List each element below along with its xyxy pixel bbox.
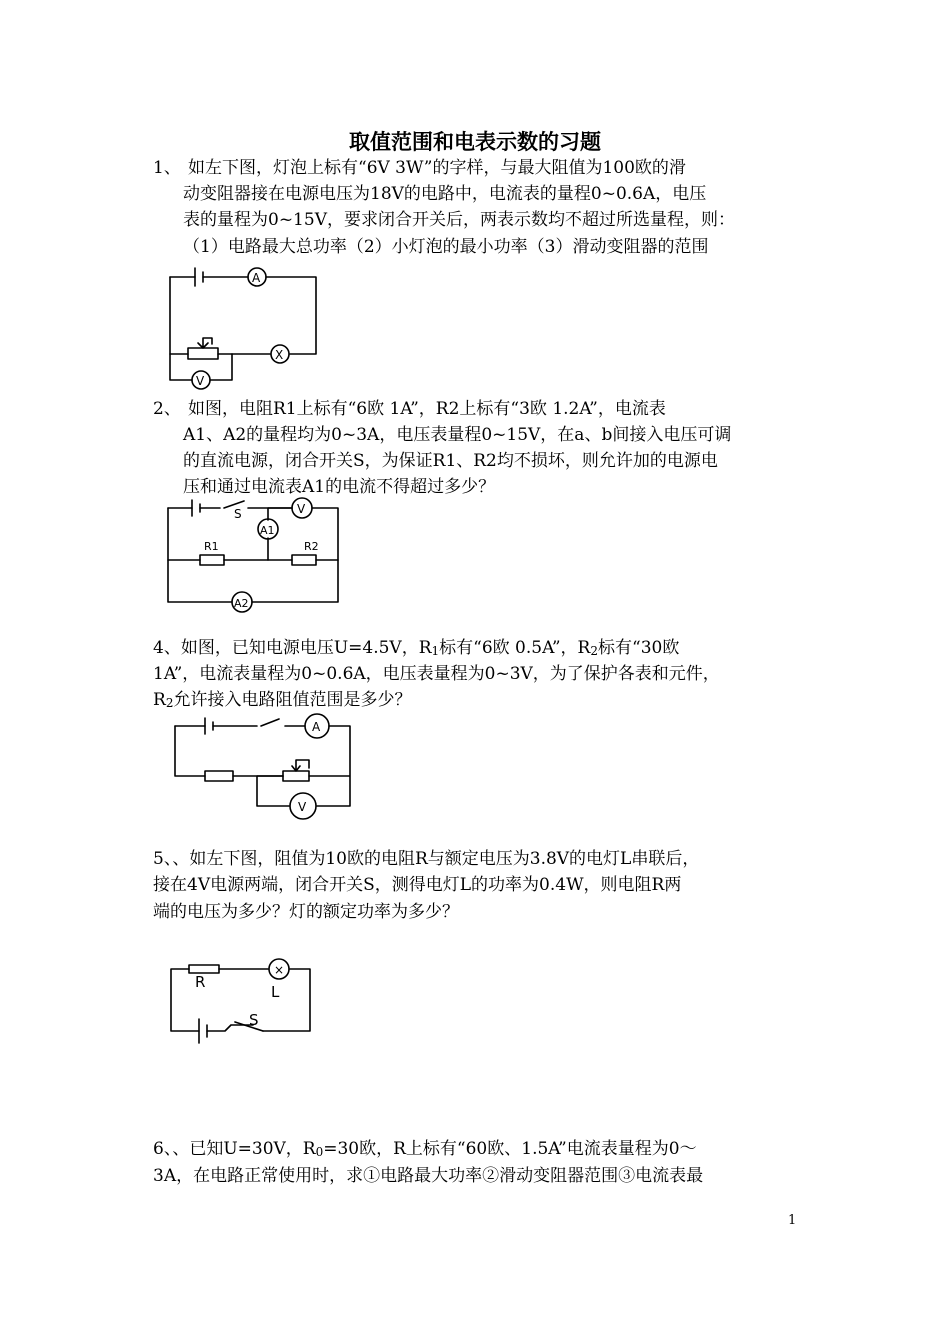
- q2-number: 2、: [153, 399, 181, 419]
- voltmeter-label: V: [196, 374, 205, 388]
- q1-line-3: 表的量程为0~15V，要求闭合开关后，两表示数均不超过所选量程，则：: [183, 210, 735, 230]
- q2-circuit-diagram: [160, 498, 350, 616]
- q1-circuit-diagram: [160, 262, 330, 390]
- lamp-label: X: [275, 348, 284, 362]
- ammeter-a2-label: A2: [234, 597, 249, 610]
- r2-label: R2: [304, 540, 319, 553]
- q6-line-1: 6、、已知U=30V，$R_0=30$欧，R上标有“60欧、1.5A”电流表量程为0～: [153, 1139, 697, 1159]
- q5-circuit-diagram: [165, 955, 325, 1050]
- voltmeter-label: V: [298, 800, 307, 814]
- q4-line-1: 4、如图，已知电源电压U=4.5V，$R_1$标有“6欧 0.5A”，$R_2$标有“30欧: [153, 638, 680, 658]
- q5-line-2: 接在4V电源两端，闭合开关S，测得电灯L的功率为0.4W，则电阻R两: [153, 875, 682, 895]
- r1-label: R1: [204, 540, 219, 553]
- lamp-label: L: [271, 983, 280, 1001]
- q1-line-1: 如左下图，灯泡上标有“6V 3W”的字样，与最大阻值为100欧的滑: [188, 158, 686, 178]
- switch-label: S: [249, 1011, 259, 1029]
- page-number: 1: [788, 1213, 797, 1228]
- q4-line-3: $R_2$允许接入电路阻值范围是多少？: [153, 690, 412, 710]
- q1-line-2: 动变阻器接在电源电压为18V的电路中，电流表的量程0~0.6A，电压: [183, 184, 707, 204]
- q6-line-2: 3A，在电路正常使用时，求①电路最大功率②滑动变阻器范围③电流表最: [153, 1166, 704, 1186]
- switch-label: S: [234, 507, 242, 521]
- resistor-label: R: [195, 973, 206, 991]
- q2-line-1: 如图，电阻R1上标有“6欧 1A”，R2上标有“3欧 1.2A”，电流表: [188, 399, 666, 419]
- q5-line-3: 端的电压为多少？灯的额定功率为多少？: [153, 902, 459, 922]
- q2-line-3: 的直流电源，闭合开关S，为保证R1、R2均不损坏，则允许加的电源电: [183, 451, 718, 471]
- q2-line-2: A1、A2的量程均为0~3A，电压表量程0~15V，在a、b间接入电压可调: [183, 425, 732, 445]
- ammeter-a1-label: A1: [260, 524, 275, 537]
- q1-line-4: （1）电路最大总功率（2）小灯泡的最小功率（3）滑动变阻器的范围: [183, 237, 709, 257]
- voltmeter-label: V: [297, 502, 306, 516]
- page-title: 取值范围和电表示数的习题: [349, 129, 601, 154]
- q4-circuit-diagram: [165, 712, 360, 812]
- q5-line-1: 5、、如左下图，阻值为10欧的电阻R与额定电压为3.8V的电灯L串联后，: [153, 849, 700, 869]
- ammeter-label: A: [312, 720, 321, 734]
- q1-number: 1、: [153, 158, 181, 178]
- lamp-symbol: ×: [274, 963, 285, 977]
- q2-line-4: 压和通过电流表A1的电流不得超过多少？: [183, 477, 496, 497]
- ammeter-label: A: [252, 271, 261, 285]
- q4-line-2: 1A”，电流表量程为0~0.6A，电压表量程为0~3V，为了保护各表和元件，: [153, 664, 720, 684]
